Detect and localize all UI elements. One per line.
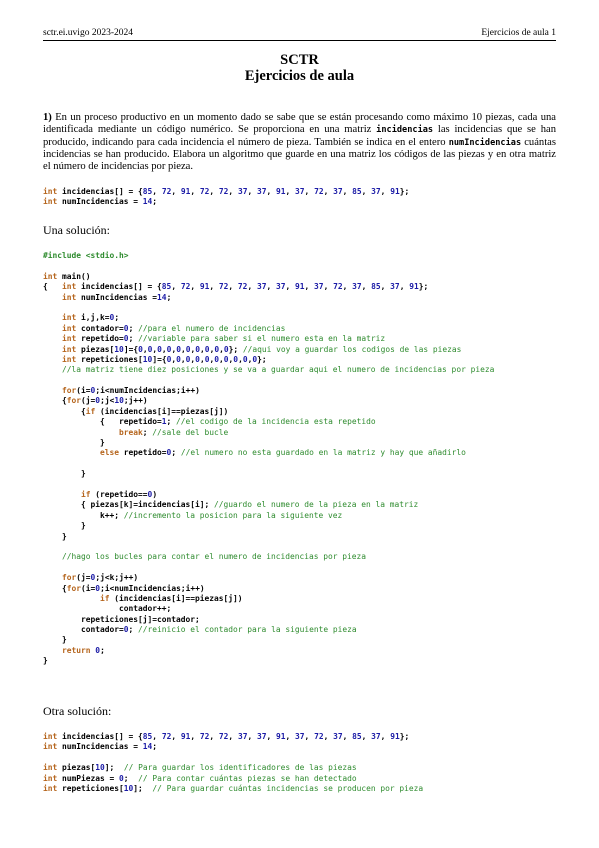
solution1-code-block <box>43 251 494 667</box>
solution1-code-line: } <box>43 635 67 645</box>
solution1-code-line: int i,j,k=0; <box>62 313 120 323</box>
solution1-code-line: //la matriz tiene diez posiciones y se va a guardar aqui el numero de incidencias por pieza <box>62 365 495 375</box>
solution1-code-line <box>43 376 494 386</box>
solution1-code-line: } <box>43 656 48 666</box>
given-code-block <box>43 187 409 208</box>
solution1-code-line <box>43 563 494 573</box>
solution1-code-line: contador++; <box>43 604 172 614</box>
solution2-code-line: int numIncidencias = 14; <box>43 742 158 752</box>
solution1-code-line: for(i=0;i<numIncidencias;i++) <box>62 386 200 396</box>
solution1-code-line: } <box>43 469 86 479</box>
solution2-heading: Otra solución: <box>43 704 112 718</box>
solution1-heading: Una solución: <box>43 223 110 237</box>
solution1-code-line <box>43 303 494 313</box>
solution1-code-line: } <box>43 531 67 541</box>
page-header <box>43 28 556 41</box>
solution1-code-line <box>43 542 494 552</box>
solution1-code-line: } <box>43 521 86 531</box>
solution1-code-line: k++; //incremento la posicion para la siguiente vez <box>43 510 343 520</box>
solution1-code-line: int repetido=0; //variable para saber si el numero esta en la matriz <box>62 334 386 344</box>
solution1-code-line: {for(i=0;i<numIncidencias;i++) <box>43 583 205 593</box>
solution1-code-line: { repetido=1; //el codigo de la incidencia esta repetido <box>43 417 376 427</box>
solution1-code-line: repeticiones[j]=contador; <box>43 614 200 624</box>
document-subtitle: Ejercicios de aula <box>244 68 355 84</box>
inline-code-incidencias: incidencias <box>376 125 434 136</box>
solution1-code-line: break; //sale del bucle <box>119 427 229 437</box>
solution1-code-line: {for(j=0;j<10;j++) <box>43 396 148 406</box>
solution2-code-line: int repeticiones[10]; // Para guardar cuántas incidencias se producen por pieza <box>43 783 424 793</box>
problem-text-b: las incidencias que se han producido, indicando para cada incidencia el número de pieza. También se indica en el entero <box>43 124 556 148</box>
solution2-code-line <box>43 753 423 763</box>
solution2-code-line: int piezas[10]; // Para guardar los identificadores de las piezas <box>43 763 357 773</box>
document-title: SCTR <box>280 52 319 68</box>
solution1-code-line <box>43 480 494 490</box>
solution2-code-line: int incidencias[] = {85, 72, 91, 72, 72, 37, 37, 91, 37, 72, 37, 85, 37, 91}; <box>43 732 410 741</box>
solution1-code-line: int contador=0; //para el numero de incidencias <box>62 323 286 333</box>
solution1-code-line: int numIncidencias =14; <box>62 292 172 302</box>
solution2-code-block <box>43 732 423 794</box>
solution1-code-line: { int incidencias[] = {85, 72, 91, 72, 72, 37, 37, 91, 37, 72, 37, 85, 37, 91}; <box>43 282 429 292</box>
solution1-code-line: {if (incidencias[i]==piezas[j]) <box>43 406 229 416</box>
inline-code-numincidencias: numIncidencias <box>448 137 522 148</box>
solution1-code-line: contador=0; //reinicio el contador para la siguiente pieza <box>43 625 357 635</box>
given-code-line: int incidencias[] = {85, 72, 91, 72, 72, 37, 37, 91, 37, 72, 37, 85, 37, 91}; <box>43 187 410 196</box>
solution1-code-line: #include <stdio.h> <box>43 251 129 260</box>
solution1-code-line: //hago los bucles para contar el numero de incidencias por pieza <box>62 552 367 562</box>
solution1-code-line <box>43 459 494 469</box>
solution1-code-line: int repeticiones[10]={0,0,0,0,0,0,0,0,0,0}; <box>62 354 267 364</box>
problem-text-c: cuántas incidencias se han producido. Elabora un algoritmo que guarde en una matriz los códigos de las piezas y en otra matriz el número de incidencias por pieza. <box>43 136 556 173</box>
header-left-text: sctr.ei.uvigo 2023-2024 <box>43 28 133 38</box>
solution1-code-line: if (incidencias[i]==piezas[j]) <box>100 593 243 603</box>
header-right-text: Ejercicios de aula 1 <box>481 28 556 38</box>
solution1-code-line: else repetido=0; //el numero no esta guardado en la matriz y hay que añadirlo <box>100 448 466 458</box>
solution1-code-line: for(j=0;j<k;j++) <box>62 573 139 583</box>
solution1-code-line: return 0; <box>62 645 105 655</box>
solution1-code-line <box>43 261 494 271</box>
solution1-code-line: int main() <box>43 271 91 281</box>
solution1-code-line: } <box>43 438 105 448</box>
given-code-line: int numIncidencias = 14; <box>43 197 158 207</box>
solution1-code-line: int piezas[10]={0,0,0,0,0,0,0,0,0,0}; //aqui voy a guardar los codigos de las piezas <box>62 344 462 354</box>
problem-number: 1) <box>43 112 52 123</box>
solution1-code-line: if (repetido==0) <box>81 489 158 499</box>
solution1-code-line: { piezas[k]=incidencias[i]; //guardo el numero de la pieza en la matriz <box>43 500 419 510</box>
problem-text-a: En un proceso productivo en un momento dado se sabe que se están procesando como máximo 10 piezas, cada una identificada mediante un código numérico. Se proporciona en una matriz <box>43 112 556 136</box>
solution2-code-line: int numPiezas = 0; // Para contar cuántas piezas se han detectado <box>43 773 357 783</box>
problem-statement <box>43 112 556 173</box>
